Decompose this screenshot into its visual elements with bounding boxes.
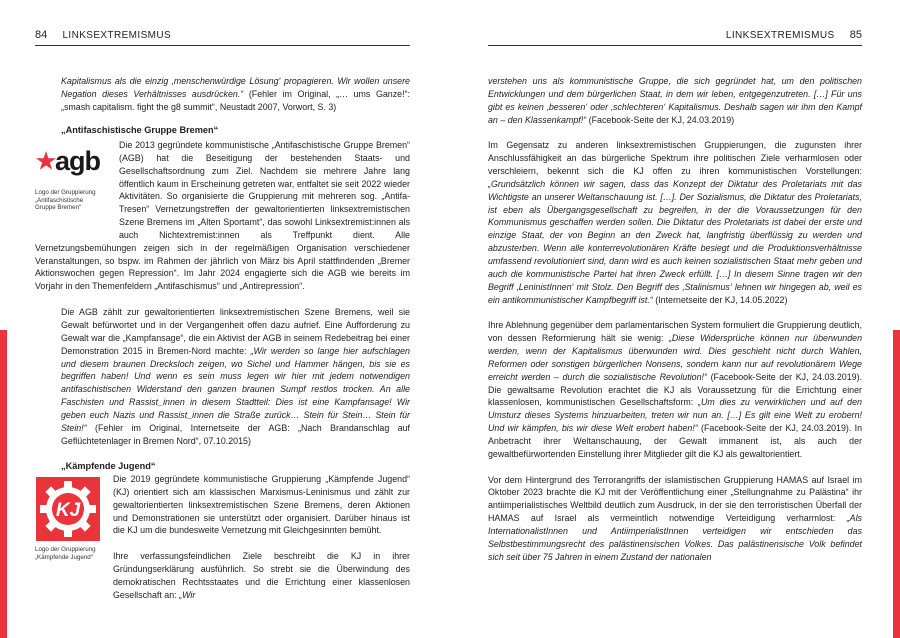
right-paragraph-2	[488, 139, 862, 306]
kj-self-description-quote: verstehen uns als kommunistische Gruppe, die sich gegründet hat, um den politischen Entwicklungen und dem bürgerlichen Staat, in dem wir leben, entgegenzutreten. […] Für uns gibt es keinen ‚besseren‘ oder ‚schlechteren‘ Kapitalismus. Deshalb sagen wir ihm den Kampf an – den Klassenkampf!“	[488, 76, 862, 125]
kj-paragraph-1: Die 2019 gegründete kommunistische Gruppierung „Kämpfende Jugend“ (KJ) orientiert sich am klassischen Marxismus-Leninismus und zählt zur gewaltorientierten linksextremistischen Szene Bremens, deren Aktionen und Demonstrationen sie unterstützt oder organisiert. Darüber hinaus ist die KJ um die bundesweite Vernetzung mit Gleichgesinnten bemüht.	[113, 474, 410, 536]
diktatur-quote: „Grundsätzlich können wir sagen, dass das Konzept der Diktatur des Proletariats mit das Wichtigste an unserer Weltanschauung ist. […]. Der Sozialismus, die Diktatur des Proletariats, ist eben als Übergangsgesellschaft zu begreifen, in der die Voraussetzungen für den Kommunismus geschaffen werden sollen. Die Diktatur des Proletariats ist dabei der erste und einzige Staat, der von Beginn an den Zweck hat, langfristig überflüssig zu werden und abzusterben. Wenn alle konterrevolutionären Kräfte besiegt und die Produktionsverhältnisse umfassend revolutioniert sind, dann wird es auch keinen sozialistischen Staat mehr geben und auch die kommunistische Partei hat ihren Zweck erfüllt. […] In diesem Sinne tragen wir den Begriff ‚LeninistInnen‘ mit Stolz. Den Begriff des ‚Stalinismus‘ lehnen wir hingegen ab, weil es ein antikommunistischer Kampfbegriff ist.“	[488, 178, 862, 305]
right-page-header	[726, 29, 862, 41]
caption-line: Gruppe Bremen“	[35, 204, 82, 212]
right-paragraph-4	[488, 474, 862, 564]
right-text-column	[488, 75, 862, 564]
kj-logo	[36, 477, 100, 541]
right-p2-text: Im Gegensatz zu anderen linksextremistischen Gruppierungen, die zugunsten ihrer Anschlussfähigkeit an das bürgerliche Spektrum ihre politischen Ziele verharmlosen oder verschleiern, bekennt sich die KJ offen zu ihren kommunistischen Vorstellungen:	[488, 140, 862, 177]
left-intro-paragraph	[61, 75, 410, 114]
left-page-header	[35, 29, 171, 41]
intro-quote: Kapitalismus als die einzig ‚menschenwürdige Lösung‘ propagieren. Wir wollen unsere Negation dieses Verhältnisses ausdrücken.“	[61, 76, 410, 99]
kj-paragraph-2	[113, 550, 410, 601]
right-p2-source: (Internetseite der KJ, 14.05.2022)	[652, 294, 788, 305]
section-agb-body	[35, 139, 410, 447]
agb-para2-source: (Fehler im Original, Internetseite der AGB: „Nach Brandanschlag auf Geflüchtetenlager in Bremen Nord“, 07.10.2015)	[61, 422, 410, 446]
palaestina-quote: „Als InternationalistInnen und AntiimperialistInnen verteidigen wir entschieden das Selbstbestimmungsrecht des palästinensischen Volkes. Das palästinensische Volk befindet sich seit über 75 Jahren in einem Zustand der nationalen	[488, 513, 862, 562]
kj-logo-text: KJ	[55, 500, 81, 521]
right-p3-mid: (Facebook-Seite der KJ, 24.03.2019). Die gewaltsame Revolution erachtet die KJ als Voraussetzung für die Errichtung einer klassenlosen, kommunistischen Gesellschaftsform:	[488, 371, 862, 408]
agb-para2-text: Die AGB zählt zur gewaltorientierten linksextremistischen Szene Bremens, weil sie Gewalt befürwortet und in der Vergangenheit offen dazu aufrief. Eine Aufforderung zu Gewalt war die „Kampfansage“, die ein Aktivist der AGB in seinem Redebeitrag bei einer Demonstration 2015 in Bremen-Nord machte:	[61, 307, 410, 356]
caption-line: Logo der Gruppierung	[35, 546, 96, 553]
kj-logo-caption	[35, 546, 115, 561]
left-header-title: LINKSEXTREMISMUS	[62, 30, 172, 41]
intro-source: (Fehler im Original, „… ums Ganze!“: „smash capitalism. fight the g8 summit“, Neustadt 2007, Vorwort, S. 3)	[61, 88, 410, 112]
right-header-title: LINKSEXTREMISMUS	[725, 30, 835, 41]
right-p4-text: Vor dem Hintergrund des Terrorangriffs der islamistischen Gruppierung HAMAS auf Israel im Oktober 2023 brachte die KJ mit der Veröffentlichung einer „Stellungnahme zu Palästina“ ihr antiimperialistisches Weltbild deutlich zum Ausdruck, in der sie den terroristischen Überfall der HAMAS auf Israel als vermeintlich notwendige Verteidigung verharmlost:	[488, 474, 862, 524]
right-p3-rest: (Facebook-Seite der KJ, 24.03.2019). In Anbetracht ihrer Weltanschauung, der Gewalt immanent ist, als auch der gewaltbefürwortenden Einstellung ihrer Mitglieder gilt die KJ als gewaltorientiert.	[488, 423, 862, 459]
revolution-quote: „Diese Widersprüche können nur überwunden werden, wenn der Kapitalismus überwunden wird. Dies geschieht nicht durch Wahlen, Reformen oder sonstigen bürgerlichen Nonsens, sondern kann nur auf revolutionärem Wege erreicht werden – durch die sozialistische Revolution!“	[488, 333, 863, 382]
right-paragraph-3	[488, 319, 862, 460]
agb-paragraph-2	[35, 306, 410, 447]
agb-kampfansage-quote: „Wir werden so lange hier aufschlagen und diesem braunen Drecksloch zeigen, wo Sichel und Hammer hängen, bis sie es begriffen haben! Und wenn es sein muss legen wir hier mit jedem notwendigen antifaschistischen Widerstand den ganzen braunen Sumpf restlos trocken. An alle Faschisten und Rassist_innen in diesem Stadtteil: Dies ist eine Kampfansage! Wir geben euch Nazis und Rassist_innen die Straße zurück… Stein für Stein… Stein für Stein!“	[61, 345, 410, 433]
kj-para2-quote-start: „Wir	[179, 589, 196, 600]
logo-float-spacer	[35, 139, 119, 240]
left-red-edge-tab	[0, 330, 7, 638]
kj-para2-text: Ihre verfassungsfeindlichen Ziele beschreibt die KJ in ihrer Gründungserklärung ausführlich. So strebt sie die Überwindung des demokratischen Rechtsstaates und die Errichtung einer klassenlosen Gesellschaft an:	[113, 551, 410, 600]
section-heading-kj: „Kämpfende Jugend“	[61, 461, 156, 471]
caption-line: „Antifaschistische	[35, 196, 84, 204]
right-header-rule	[488, 45, 862, 46]
agb-logo-text: agb	[55, 146, 101, 176]
right-p3-text: Ihre Ablehnung gegenüber dem parlamentarischen System formuliert die Gruppierung deutlich, von dessen Reformierung hält sie wenig:	[488, 320, 862, 344]
agb-paragraph-1: Die 2013 gegründete kommunistische „Antifaschistische Gruppe Bremen“ (AGB) hat die Beseitigung der bestehenden Staats- und Gesellschaftsordnung zum Ziel. Nachdem sie mehrere Jahre lang öffentlich kaum in Erscheinung getreten war, entfaltet sie seit 2022 wieder Aktivitäten. So organisierte die Gruppierung mit mehreren sog. „Antifa-Tresen“ Vernetzungstreffen der gewaltorientierten linksextremistischen Szene Bremens im „Alten Sportamt“, das sowohl Linksextremist:innen als auch Nichtextremist:innen als Treffpunkt dient. Alle Vernetzungsbemühungen zeigen sich in der regelmäßigen Organisation verschiedener Veranstaltungen, so bspw. im Rahmen der jährlich von März bis April stattfindenden „Bremer Aktionswochen gegen Repression“. Im Jahr 2024 engagierte sich die AGB wie bereits im Vorjahr in den Themenfeldern „Antifaschismus“ und „Antirepression“.	[35, 140, 410, 292]
left-header-rule	[35, 45, 410, 46]
right-red-edge-tab	[893, 330, 900, 638]
section-kj-body	[113, 473, 410, 602]
section-heading-agb: „Antifaschistische Gruppe Bremen“	[61, 125, 219, 135]
right-page	[450, 0, 900, 638]
caption-line: „Kämpfende Jugend“	[35, 553, 93, 561]
right-paragraph-1	[488, 75, 862, 126]
right-page-number: 85	[849, 29, 862, 41]
right-p1-source: (Facebook-Seite der KJ, 24.03.2019)	[586, 114, 735, 125]
welt-erobern-quote: „Um dies zu verwirklichen und auf den Umsturz dieses Systems hinzuarbeiten, treten wir nun an. […] Es gilt eine Welt zu erobern! Und wir kämpfen, bis wir diese Welt erobert haben!“	[488, 397, 862, 434]
left-page-number: 84	[35, 29, 48, 41]
caption-line: Logo der Gruppierung	[35, 189, 96, 196]
